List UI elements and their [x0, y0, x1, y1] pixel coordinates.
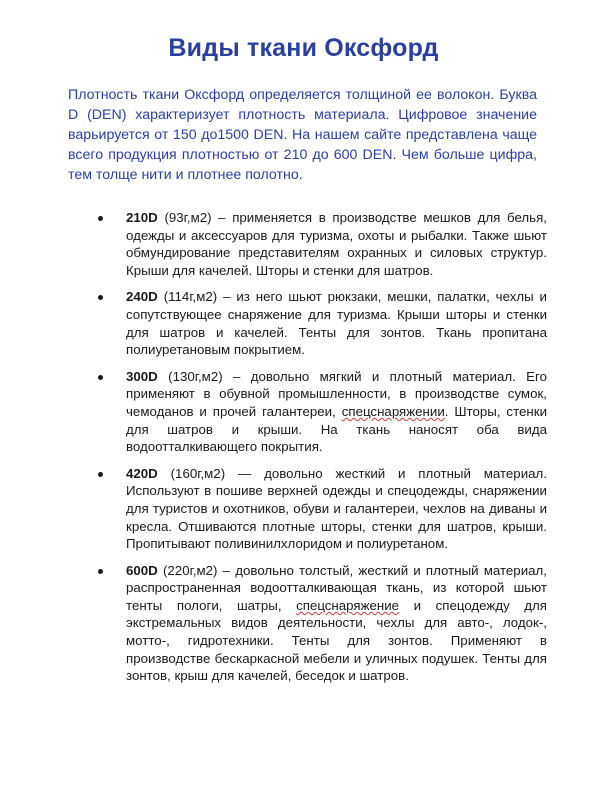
den-label: 420D [126, 465, 158, 481]
item-description-after: . Шторы, стенки для шатров и крыши. На ткань наносят оба вида водоотталкивающего покрытия. [126, 403, 548, 455]
weight-label: (93г,м2) [164, 210, 212, 225]
misspelled-word: спецснаряжение [296, 597, 400, 613]
den-label: 240D [126, 289, 158, 305]
item-description: — довольно жесткий и плотный материал. Используют в пошиве верхней одежды и спецодежды, снаряжении для туристов и охотников, обуви и галантереи, чехлов на диваны и кресла. Отшиваются плотные шторы, стенки для шатров, крыши. Пропитывают поливинилхлоридом и полиуретаном. [126, 465, 547, 552]
den-label: 300D [126, 368, 158, 384]
den-label: 210D [126, 210, 158, 225]
item-description-after: и спецодежду для экстремальных видов деятельности, чехлы для авто-, лодок-, мотто-, гидротехники. Тенты для зонтов. Применяют в производстве бескаркасной мебели и уличных подушек. Тенты для зонтов, крыш для качелей, беседок и шатров. [126, 597, 547, 684]
weight-label: (160г,м2) [170, 465, 226, 481]
weight-label: (220г,м2) [162, 562, 218, 578]
page-title: Виды ткани Оксфорд [168, 34, 439, 62]
item-description-before: – довольно толстый, жесткий и плотный материал, распространенная водоотталкивающая ткань, из которой шьют тенты пологи, шатры, [126, 562, 547, 613]
list-item [126, 209, 547, 288]
weight-label: (130г,м2) [168, 368, 223, 384]
list-item [126, 465, 547, 562]
item-description-before: – довольно мягкий и плотный материал. Его применяют в обувной промышленности, в производстве сумок, чемоданов и прочей галантереи, [126, 368, 547, 419]
weight-label: (114г,м2) [163, 289, 218, 305]
item-description: – из него шьют рюкзаки, мешки, палатки, чехлы и сопутствующее снаряжение для туризма. Крыши шторы и стенки для шатров и качелей. Тенты для зонтов. Ткань пропитана полиуретановым покрытием. [126, 289, 547, 358]
den-label: 600D [126, 562, 158, 578]
item-description: – применяется в производстве мешков для белья, одежды и аксессуаров для туризма, охоты и рыбалки. Также шьют обмундирование представителям охранных и силовых структур. Крыши для качелей. Шторы и стенки для шатров. [126, 210, 547, 278]
list-item [126, 562, 547, 694]
misspelled-word: спецснаряжении [341, 403, 445, 419]
list-item [126, 368, 547, 465]
intro-text: Плотность ткани Оксфорд определяется толщиной ее волокон. Буква D (DEN) характеризует плотность материала. Цифровое значение варьируется от 150 до1500 DEN. На нашем сайте представлена чаще всего продукция плотностью от 210 до 600 DEN. Чем больше цифра, тем толще нити и плотнее полотно. [68, 87, 537, 183]
fabric-types-list [34, 209, 573, 694]
list-item [126, 288, 547, 367]
intro-paragraph [68, 85, 539, 185]
